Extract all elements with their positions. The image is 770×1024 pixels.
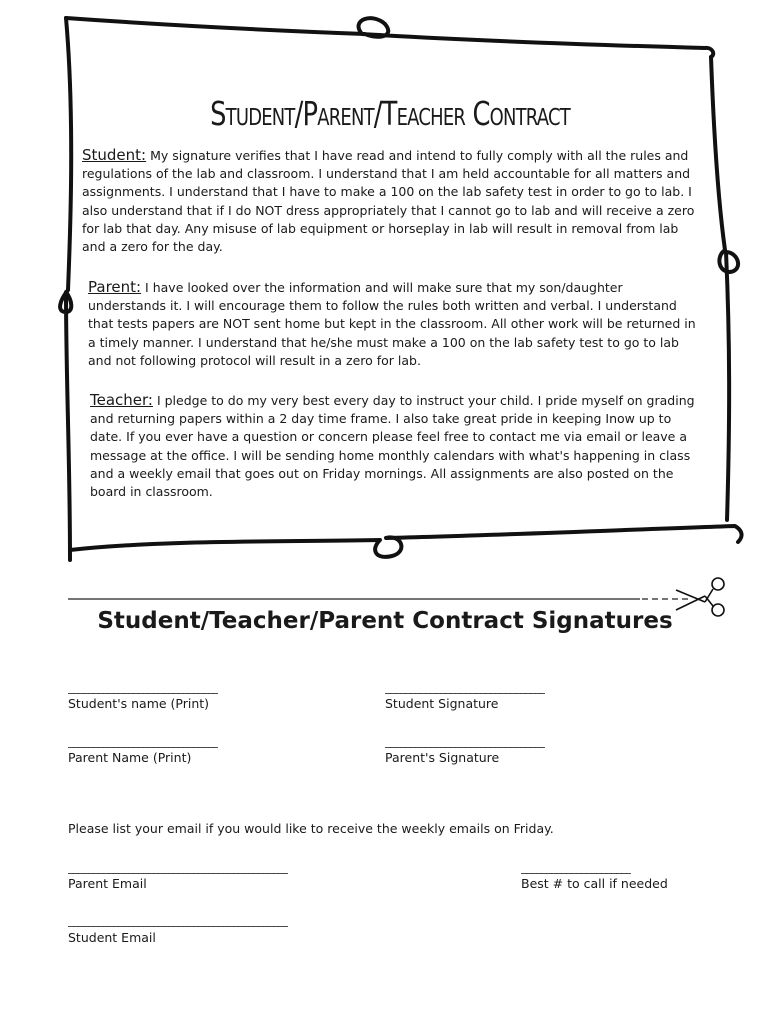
- parent-lead: Parent:: [88, 278, 142, 296]
- parent-signature-label: Parent's Signature: [385, 750, 500, 765]
- parent-email-label: Parent Email: [68, 876, 147, 891]
- student-name-blank[interactable]: ______________________________: [68, 680, 218, 694]
- student-email-label: Student Email: [68, 930, 156, 945]
- teacher-paragraph: [90, 391, 704, 501]
- email-prompt: Please list your email if you would like to receive the weekly emails on Friday.: [68, 821, 554, 836]
- student-text: My signature verifies that I have read and intend to fully comply with all the rules and regulations of the lab and classroom. I understand that I am held accountable for all matters and assignments. I understand that I have to make a 100 on the lab safety test in order to go to lab. I also understand that if I do NOT dress appropriately that I cannot go to lab and will receive a zero for lab that day. Any misuse of lab equipment or horseplay in lab will result in removal from lab and a zero for the day.: [82, 148, 695, 255]
- parent-signature-blank[interactable]: ________________________________: [385, 734, 545, 748]
- parent-paragraph: [88, 278, 700, 370]
- parent-text: I have looked over the information and will make sure that my son/daughter understands it. I will encourage them to follow the rules both written and verbal. I understand that tests papers are NOT sent home but kept in the classroom. All other work will be returned in a timely manner. I understand that he/she must make a 100 on the lab safety test to go to lab and not following protocol will result in a zero for lab.: [88, 280, 696, 368]
- contract-title: Student/Parent/Teacher Contract: [210, 94, 570, 133]
- parent-name-label: Parent Name (Print): [68, 750, 192, 765]
- student-signature-label: Student Signature: [385, 696, 499, 711]
- student-name-label: Student's name (Print): [68, 696, 210, 711]
- student-paragraph: [82, 146, 702, 256]
- parent-email-blank[interactable]: ____________________________________________: [68, 860, 288, 874]
- student-lead: Student:: [82, 146, 147, 164]
- best-number-label: Best # to call if needed: [521, 876, 668, 891]
- parent-name-blank[interactable]: ______________________________: [68, 734, 218, 748]
- signatures-title: Student/Teacher/Parent Contract Signatures: [97, 608, 673, 634]
- best-number-blank[interactable]: ______________________: [521, 860, 631, 874]
- student-email-blank[interactable]: ____________________________________________: [68, 913, 288, 927]
- teacher-lead: Teacher:: [90, 391, 153, 409]
- teacher-text: I pledge to do my very best every day to instruct your child. I pride myself on grading and returning papers within a 2 day time frame. I also take great pride in keeping Inow up to date. If you ever have a question or concern please feel free to contact me via email or leave a message at the office. I will be sending home monthly calendars with what's happening in class and a weekly email that goes out on Friday mornings. All assignments are also posted on the board in classroom.: [90, 393, 695, 500]
- student-signature-blank[interactable]: ________________________________: [385, 680, 545, 694]
